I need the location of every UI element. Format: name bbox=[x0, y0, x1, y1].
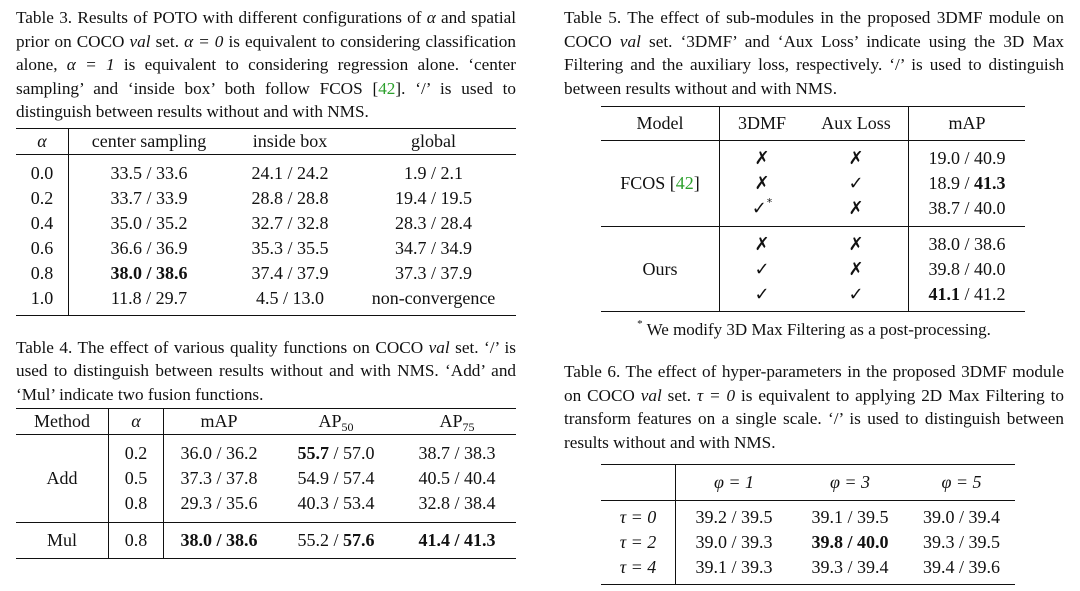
header-model: Model bbox=[601, 107, 720, 141]
table5-caption: Table 5. The effect of sub-modules in the proposed 3DMF module on COCO val set. ‘3DMF’ and ‘Aux Loss’ indicate using the 3D Max Filtering and the auxiliary loss, respectively. ‘/’ is used to distinguish between results without and with NMS. bbox=[564, 8, 1064, 98]
cell: 0.8 bbox=[16, 261, 69, 286]
header-phi1: φ = 1 bbox=[713, 472, 755, 492]
cell: 33.7 / 33.9 bbox=[110, 187, 188, 208]
cell-best: 38.0 / 38.6 bbox=[180, 530, 258, 550]
cell-best: 38.0 / 38.6 bbox=[110, 262, 188, 283]
cell: 36.0 / 36.2 bbox=[180, 443, 258, 463]
header-phi5: φ = 5 bbox=[941, 472, 982, 492]
cell: 54.9 / 57.4 bbox=[297, 468, 375, 488]
header-global: global bbox=[411, 130, 456, 151]
cell: 35.0 / 35.2 bbox=[110, 212, 188, 233]
check-mark: ✓ bbox=[754, 259, 770, 280]
cell: 35.3 / 35.5 bbox=[251, 237, 329, 258]
header-center-sampling: center sampling bbox=[91, 130, 207, 151]
check-mark: ✓ bbox=[804, 171, 909, 196]
header-phi3: φ = 3 bbox=[829, 472, 871, 492]
cell: 40.5 / 40.4 bbox=[418, 468, 496, 488]
citation-link[interactable]: 42 bbox=[675, 173, 694, 193]
cell: 39.0 / 39.3 bbox=[695, 532, 773, 552]
header-aux-loss: Aux Loss bbox=[804, 107, 909, 141]
table3-header-row bbox=[16, 128, 516, 154]
method-mul: Mul bbox=[16, 523, 109, 559]
table-row bbox=[601, 530, 1015, 555]
cell: 55.7 / 57.0 bbox=[297, 443, 375, 463]
header-ap50: $AP_{50}$ bbox=[318, 411, 354, 434]
cell: 39.3 / 39.5 bbox=[922, 532, 1000, 552]
cell: 32.7 / 32.8 bbox=[251, 212, 329, 233]
table5-header-row bbox=[601, 107, 1025, 141]
cell: τ = 0 bbox=[601, 501, 676, 531]
cell: 41.1 / 41.2 bbox=[928, 284, 1006, 304]
header-map: mAP bbox=[948, 113, 986, 133]
header-alpha: α bbox=[109, 409, 164, 435]
cell: 0.6 bbox=[16, 236, 69, 261]
cell: 38.7 / 38.3 bbox=[418, 443, 496, 463]
cell-best: 39.8 / 40.0 bbox=[811, 532, 889, 552]
model-fcos: FCOS [42] bbox=[601, 141, 720, 227]
cell: 29.3 / 35.6 bbox=[180, 493, 258, 513]
table4-header-row bbox=[16, 409, 516, 435]
header-3dmf: 3DMF bbox=[737, 113, 786, 133]
table6 bbox=[601, 464, 1015, 585]
cell: 38.7 / 40.0 bbox=[928, 198, 1006, 218]
table5 bbox=[601, 106, 1025, 312]
cell-best: 41.4 / 41.3 bbox=[418, 530, 496, 550]
cell: 37.4 / 37.9 bbox=[251, 262, 329, 283]
cell: 40.3 / 53.4 bbox=[297, 493, 375, 513]
cross-mark: ✗ bbox=[754, 173, 770, 194]
cell: 39.4 / 39.6 bbox=[922, 557, 1000, 577]
cell: 0.5 bbox=[109, 466, 164, 491]
model-ours: Ours bbox=[601, 227, 720, 312]
cell: 0.2 bbox=[109, 435, 164, 467]
table-row bbox=[601, 141, 1025, 172]
cell: 24.1 / 24.2 bbox=[251, 162, 329, 183]
citation-link[interactable]: 42 bbox=[378, 78, 396, 98]
table-row bbox=[16, 186, 516, 211]
cell: 39.8 / 40.0 bbox=[928, 259, 1006, 279]
cell: 28.8 / 28.8 bbox=[251, 187, 329, 208]
cell: 39.1 / 39.3 bbox=[695, 557, 773, 577]
header-inside-box: inside box bbox=[252, 130, 328, 151]
table-row bbox=[16, 154, 516, 186]
check-mark: ✓ bbox=[804, 282, 909, 312]
table-row bbox=[16, 523, 516, 559]
cell: 11.8 / 29.7 bbox=[110, 287, 188, 308]
cell: non-convergence bbox=[371, 287, 496, 308]
cell: 37.3 / 37.9 bbox=[394, 262, 472, 283]
cell: 36.6 / 36.9 bbox=[110, 237, 188, 258]
table4-caption: Table 4. The effect of various quality functions on COCO val set. ‘/’ is used to distinguish between results without and with NMS. ‘Add’ and ‘Mul’ indicate two fusion functions. bbox=[16, 337, 516, 404]
table-row bbox=[16, 286, 516, 316]
cell: 39.0 / 39.4 bbox=[922, 507, 1000, 527]
cell: τ = 2 bbox=[601, 530, 676, 555]
cell: 39.3 / 39.4 bbox=[811, 557, 889, 577]
table3 bbox=[16, 128, 516, 316]
table-row bbox=[16, 236, 516, 261]
table-row bbox=[16, 435, 516, 467]
cell: 39.1 / 39.5 bbox=[811, 507, 889, 527]
right-column bbox=[564, 0, 1064, 585]
cell: 4.5 / 13.0 bbox=[255, 287, 324, 308]
cell: 19.0 / 40.9 bbox=[928, 148, 1006, 168]
table-row bbox=[601, 501, 1015, 531]
cell: 33.5 / 33.6 bbox=[110, 162, 188, 183]
cell: 38.0 / 38.6 bbox=[928, 234, 1006, 254]
table-row bbox=[601, 555, 1015, 585]
cell: 0.4 bbox=[16, 211, 69, 236]
cell: 0.0 bbox=[16, 154, 69, 186]
cell: 0.8 bbox=[109, 523, 164, 559]
cell: 19.4 / 19.5 bbox=[394, 187, 472, 208]
cell: τ = 4 bbox=[601, 555, 676, 585]
cell: 18.9 / 41.3 bbox=[928, 173, 1006, 193]
table5-footnote: * We modify 3D Max Filtering as a post-processing. bbox=[637, 318, 991, 339]
table3-caption: Table 3. Results of POTO with different configurations of α and spatial prior on COCO val set. α = 0 is equivalent to considering classification alone, α = 1 is equivalent to considering regression alone. ‘center sampling’ and ‘inside box’ both follow FCOS [42]. ‘/’ is used to distinguish between results without and with NMS. bbox=[16, 8, 516, 121]
cell: 0.8 bbox=[109, 491, 164, 523]
table6-caption: Table 6. The effect of hyper-parameters in the proposed 3DMF module on COCO val set. τ = 0 is equivalent to applying 2D Max Filtering to transform features on a single scale. ‘/’ is used to distinguish between results without and with NMS. bbox=[564, 362, 1064, 452]
cross-mark: ✗ bbox=[754, 148, 770, 169]
method-add: Add bbox=[16, 435, 109, 523]
table6-header-row bbox=[601, 465, 1015, 501]
table4 bbox=[16, 408, 516, 559]
header-empty bbox=[601, 465, 676, 501]
cell: 32.8 / 38.4 bbox=[418, 493, 496, 513]
cell: 55.2 / 57.6 bbox=[297, 530, 375, 550]
cross-mark: ✗ bbox=[804, 196, 909, 227]
cell: 37.3 / 37.8 bbox=[180, 468, 258, 488]
cell: 1.9 / 2.1 bbox=[403, 162, 463, 183]
cross-mark: ✗ bbox=[804, 227, 909, 258]
table-row bbox=[16, 261, 516, 286]
table-row bbox=[16, 211, 516, 236]
cell: 1.0 bbox=[16, 286, 69, 316]
table-row bbox=[601, 227, 1025, 258]
cell: 28.3 / 28.4 bbox=[394, 212, 472, 233]
check-mark-starred: ✓* bbox=[751, 196, 773, 219]
cross-mark: ✗ bbox=[804, 141, 909, 172]
left-column bbox=[16, 0, 516, 559]
cross-mark: ✗ bbox=[754, 234, 770, 255]
cell: 0.2 bbox=[16, 186, 69, 211]
header-map: mAP bbox=[200, 411, 238, 431]
cross-mark: ✗ bbox=[804, 257, 909, 282]
header-method: Method bbox=[16, 409, 109, 435]
header-alpha: α bbox=[16, 128, 69, 154]
check-mark: ✓ bbox=[754, 284, 770, 305]
cell: 39.2 / 39.5 bbox=[695, 507, 773, 527]
header-ap75: $AP_{75}$ bbox=[439, 411, 475, 434]
cell: 34.7 / 34.9 bbox=[394, 237, 472, 258]
